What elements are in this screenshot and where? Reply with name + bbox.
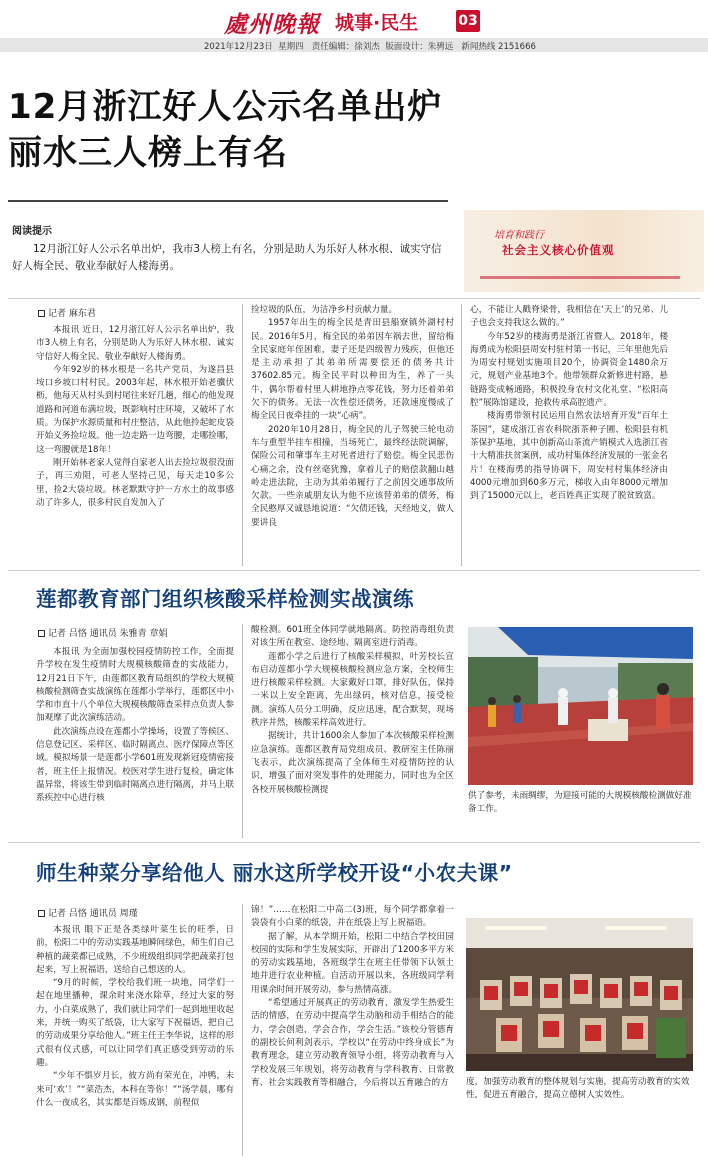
issue-weekday: 星期四	[278, 42, 304, 52]
byline-box-icon	[38, 910, 45, 917]
article2-headline: 莲都教育部门组织核酸采样检测实战演练	[36, 587, 414, 611]
paragraph: 心，不能让人戳脊梁骨，我相信在‘天上’的兄弟、儿子也会支持我这么做的。”	[470, 305, 668, 329]
article2-caption: 供了参考，未雨绸缪，为迎接可能的大规模核酸检测做好准备工作。	[468, 791, 692, 815]
column-rule	[461, 304, 462, 566]
article3-column-2	[251, 904, 454, 1156]
paragraph: “少年不惧岁月长，彼方尚有荣光在，冲鸭，未来可‘欢’！”“菜浩杰，本科在等你！”“汤学晨，哪有什么一夜成名，其实都是百炼成钢，前程似	[36, 1071, 234, 1108]
column-rule	[242, 624, 243, 838]
article3-headline: 师生种菜分享给他人 丽水这所学校开设“小农夫课”	[36, 861, 513, 885]
headline-line-1: 12月浙江好人公示名单出炉	[8, 87, 443, 127]
article2-column-1	[36, 646, 234, 838]
byline-text: 记者 吕恪 通讯员 周瑾	[48, 909, 138, 919]
column-rule	[242, 304, 243, 566]
byline-box-icon	[38, 630, 45, 637]
article1-column-1	[36, 324, 234, 564]
article1-headline	[8, 84, 442, 176]
paper-name: 處州晚報	[224, 11, 320, 38]
nucleic-acid-drill-photo	[468, 627, 693, 785]
article3-caption: 度，加强劳动教育的整体规划与实施，提高劳动教育的实效性，促进五育融合，提高立德树人实效性。	[466, 1077, 690, 1101]
column-rule	[242, 904, 243, 1156]
students-vegetables-photo	[466, 918, 693, 1071]
badge-top-text: 培育和践行	[494, 230, 544, 241]
lead-text: 12月浙江好人公示名单出炉，我市3人榜上有名，分别是助人为乐好人林水根、诚实守信好人梅全民、敬业奉献好人楼海勇。	[12, 243, 442, 272]
badge-main-text: 社会主义核心价值观	[502, 243, 615, 257]
badge-divider	[480, 276, 680, 279]
designer: 版面设计：朱骋远	[385, 42, 454, 52]
headline-rule	[8, 200, 448, 202]
section-name: 城事·民生	[335, 12, 419, 34]
lead-label: 阅读提示	[12, 226, 52, 237]
byline-text: 记者 吕恪 通讯员 朱雅青 章娟	[48, 629, 168, 639]
photo-illustration	[468, 627, 693, 785]
paragraph: 莲都小学之后进行了核酸采样模拟，叶芳校长宣布启动莲都小学大规模核酸检测应急方案，全校师生进行核酸采样检测。大家戴好口罩，排好队伍，保持一米以上安全距离，先出绿码，核对信息，接受检测。演练人员分工明确，反应迅速，配合默契，现场秩序井然，核酸采样高效进行。	[251, 651, 454, 729]
info-text	[204, 40, 536, 52]
paragraph: 此次演练点设在莲都小学操场，设置了等候区、信息登记区、采样区、临时隔离点、医疗保障点等区域。模拟场景一是莲都小学601班发现新冠疫情密接者，班主任上报情况。校医对学生进行复检，确定体温异常，将该生带到临时隔离点进行隔离，并马上联系疾控中心进行核	[36, 726, 234, 804]
paragraph: “9月的时候，学校给我们班一块地，同学们一起在地里播种，课余时来浇水除草，经过大家的努力，小白菜成熟了，我们就让同学们一起到地里收起来，并统一购买了纸袋，让大家写下祝福语，把自己的劳动成果分享给他人。”班主任王李华说，这样的形式很有仪式感，可以让同学们真正感受到劳动的乐趣。	[36, 978, 234, 1068]
paragraph: 酸检测。601班全体同学就地隔离。防控消毒组负责对该生所在教室、途经地、隔离室进行消毒。	[251, 625, 454, 649]
paragraph: 本报讯 近日，12月浙江好人公示名单出炉，我市3人榜上有名，分别是助人为乐好人林水根、诚实守信好人梅全民、敬业奉献好人楼海勇。	[36, 325, 234, 362]
photo-illustration	[466, 918, 693, 1071]
divider	[8, 842, 700, 843]
paragraph: “希望通过开展真正的劳动教育，激发学生热爱生活的情感，在劳动中提高学生动脑和动手相结合的能力，学会创造，学会合作，学会生活。”该校分管德育的副校长何利剑表示，学校以“在劳动中终身成长”为教育理念，建立劳动教育领导小组，将劳动教育与入学校发展三年规划，将劳动教育与学科教育、日常教育、社会实践教育等相融合，今后将以五育融合的方	[251, 998, 454, 1088]
article1-byline	[38, 306, 96, 319]
paragraph: 本报讯 眼下正是各类绿叶菜生长的旺季，日前，松阳二中的劳动实践基地瞬间绿色，师生们自己种植的蔬菜都已成熟，不少班级组织同学把蔬菜打包起来，写上祝福语，送给自己想送的人。	[36, 925, 234, 975]
editor: 责任编辑：徐刘杰	[311, 42, 380, 52]
article2-byline	[38, 626, 167, 639]
article3-column-1	[36, 924, 234, 1156]
article1-column-2	[251, 304, 454, 566]
page-number: 03	[456, 10, 480, 32]
issue-date: 2021年12月23日	[204, 42, 273, 52]
article1-column-3	[470, 304, 668, 566]
paragraph: 本报讯 为全面加强校园疫情防控工作，全面提升学校在发生疫情时大规模核酸筛查的实战能力，12月21日下午，由莲都区教育局组织的学校大规模核酸检测筛查实战演练在莲都小学举行，莲都区中小学和市直十八个单位大规模核酸筛查采样点负责人参加观摩了此次演练活动。	[36, 647, 234, 724]
divider	[8, 570, 700, 571]
article2-column-2	[251, 624, 454, 838]
paragraph: 今年92岁的林水根是一名共产党员，为遂昌县垵口乡坡口村村民。2003年起，林水根开始老骥伏枥，他每天从村头到村尾往来好几趟，细心的他发现道路和河道布满垃圾，既影响村庄环境，又破坏了水质。为保护水源质量和村庄整洁，从此他拎起蛇皮袋开始义务捡垃圾。他一边走路一边弯腰，走哪捡哪，这一弯腰就是18年！	[36, 364, 234, 455]
paragraph: 1957年出生的梅全民是青田县船寮镇外湖村村民。2016年5月，梅全民的弟弟因车祸去世，留给梅全民家庭年侄困难，妻子还是四级智力残疾，但他还是主动承担了其弟弟所需要偿还的债务共计37602.85元。梅全民平时以种田为生，养了一头牛，偶尔帮着村里人耕地挣点零花钱，努力还着弟弟欠下的债务。无法一次性偿还债务，还款速度慢成了梅全民日夜牵挂的一块“心病”。	[251, 318, 454, 422]
article3-byline	[38, 906, 138, 919]
paragraph: 今年52岁的楼海勇是浙江省暨人。2018年，楼海勇成为松阳县周安村驻村第一书记，三年里他先后为周安村规划实施项目20个，协调资金1480余万元，规划产业基地3个。他带领群众新修进村路，悬链路变成畅通路，积极投身农村文化礼堂、“松阳高腔”展陈馆建设，抢救传承高腔遗产。	[470, 331, 668, 409]
paragraph: 刚开始林老家人觉得自家老人出去捡垃圾很没面子，再三劝阻，可老人坚持己见，每天走10多公里，捡2大袋垃圾。林老默默守护一方水土的故事感动了许多人，很多村民自发加入了	[36, 457, 234, 508]
divider	[8, 298, 700, 299]
headline-line-2: 丽水三人榜上有名	[8, 133, 288, 173]
paragraph: 楼海勇带领村民运用自然农法培育开发“百年土茶园”，建成浙江省农科院浙茶种子圃、松阳县有机茶保护基地，其中创新高山茶流产销模式入选浙江省十大精准扶贫案例，成功村集体经济发展的一张金名片！在楼海勇的指导协调下，周安村村集体经济由4000元增加到60多万元，梯收入由年8000元增加到了15000元以上，老百姓真正实现了脱贫致富。	[470, 411, 668, 502]
paragraph: 2020年10月28日，梅全民的儿子驾驶三轮电动车与重型半挂车相撞，当场死亡，最终经法院调解，保险公司和肇事车主对死者进行了赔偿。梅全民悲伤心痛之余，没有丝毫犹豫，拿着儿子的赔偿款翻山越岭走进法院，主动为其弟弟履行了之前因交通事故所欠款。一些亲戚朋友认为他不应该替弟弟的债务，梅全民憨厚又诚恳地说道：“欠债还钱，天经地义，做人要讲良	[251, 424, 454, 528]
news-hotline: 新闻热线 2151666	[461, 42, 536, 52]
byline-text: 记者 麻东君	[48, 309, 96, 319]
paragraph: 据了解，从本学期开始，松阳二中结合学校田园校园的实际和学生发展实际，开辟出了1200多平方米的劳动实践基地，各班级学生在班主任带领下认领土地并进行农业种植。自活动开展以来，各班级同学利用课余时间开展劳动，参与热情高涨。	[251, 931, 454, 995]
byline-box-icon	[38, 310, 45, 317]
paragraph: 锦！”……在松阳二中高二(3)班，每个同学都拿着一袋袋有小白菜的纸袋，并在纸袋上写上祝福语。	[251, 905, 454, 929]
paragraph: 捡垃圾的队伍，为洁净乡村贡献力量。	[251, 305, 398, 315]
paragraph: 据统计，共计1600余人参加了本次核酸采样检测应急演练。莲都区教育局党组成员、教研室主任陈丽飞表示，此次演练提高了全体师生对疫情防控的认识，增强了面对突发事件的处理能力，同时也为全区各校开展核酸检测提	[251, 731, 454, 795]
